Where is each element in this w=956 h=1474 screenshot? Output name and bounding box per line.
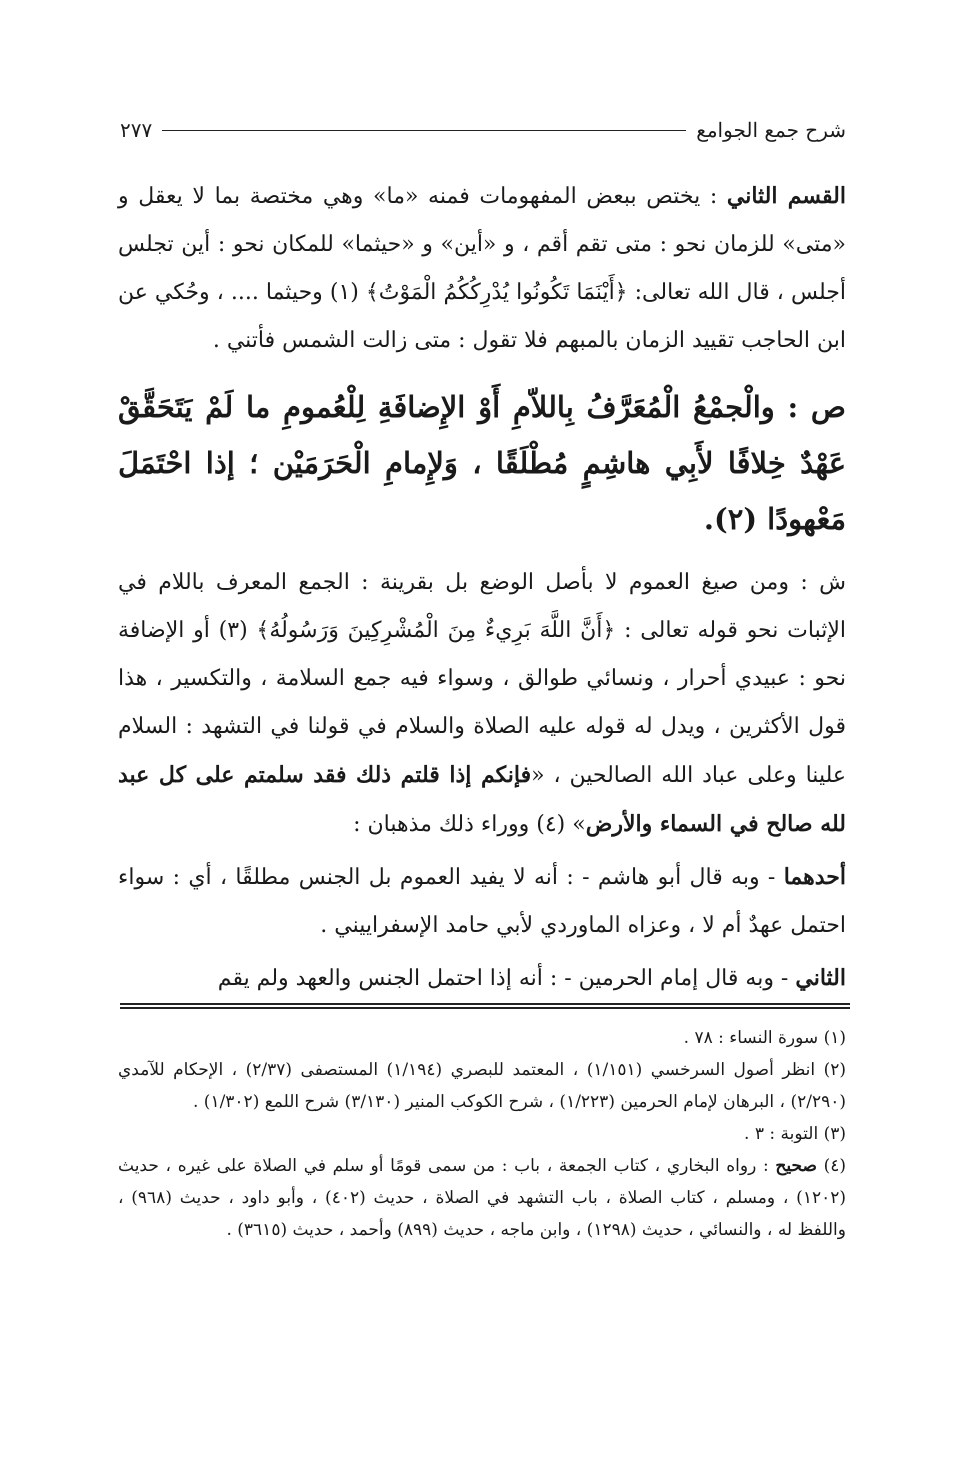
paragraph-text: : يختص ببعض المفهومات فمنه «ما» وهي مختصة بما لا يعقل و «متى» للزمان نحو : متى تقم أقم ، و «أين» و «حيثما» للمكان نحو : أين تجلس أجلس ، قال الله تعالى: ﴿أَيْنَمَا تَكُونُوا يُدْرِكُكُمُ الْمَوْتُ﴾ (١) وحيثما .... ، وحُكي عن ابن الحاجب تقييد الزمان بالمبهم فلا تقول : متى زالت الشمس فأتني .: [118, 184, 846, 353]
footnote-2: (٢) انظر أصول السرخسي (١/١٥١) ، المعتمد للبصري (١/١٩٤) المستصفى (٢/٣٧) ، الإحكام للآمدي (٢/٢٩٠) ، البرهان لإمام الحرمين (١/٢٢٣) ، شرح الكوكب المنير (٣/١٣٠) شرح اللمع (١/٣٠٢) .: [118, 1060, 847, 1112]
section-heading: القسم الثاني: [726, 183, 846, 209]
paragraph-second-view: [118, 954, 846, 1003]
commentary-tail: » (٤) ووراء ذلك مذهبان :: [353, 812, 586, 837]
first-view-text: - وبه قال أبو هاشم - : أنه لا يفيد العموم بل الجنس مطلقًا ، أي : سواء احتمل عهدٌ أم لا ، وعزاه الماوردي لأبي حامد الإسفراييني .: [118, 865, 846, 938]
commentary-text: ش : ومن صيغ العموم لا بأصل الوضع بل بقرينة : الجمع المعرف باللام في الإثبات نحو قوله تعالى : ﴿أَنَّ اللَّهَ بَرِيءٌ مِنَ الْمُشْرِكِينَ وَرَسُولُهُ﴾ (٣) أو الإضافة نحو : عبيدي أحرار ، ونسائي طوالق ، وسواء فيه جمع السلامة ، والتكسير ، هذا قول الأكثرين ، ويدل له قوله عليه الصلاة والسلام في قولنا في التشهد : السلام علينا وعلى عباد الله الصالحين ، «: [118, 570, 846, 788]
page-number: ٢٧٧: [120, 118, 153, 142]
second-view-heading: الثاني: [795, 965, 846, 991]
footnote-4-grade: صحيح: [775, 1156, 817, 1176]
hadith-quote: فإنكم إذا قلتم ذلك فقد سلمتم على كل عبد لله صالح في السماء والأرض: [118, 762, 846, 837]
first-view-heading: أحدهما: [783, 864, 846, 890]
header-rule: [162, 130, 686, 131]
book-title: شرح جمع الجوامع: [696, 118, 846, 142]
footnotes: [118, 1022, 846, 1246]
paragraph-first-view: [118, 853, 846, 950]
running-header: [120, 112, 846, 148]
footnote-4-number: (٤): [816, 1156, 847, 1176]
footnote-4-text: : رواه البخاري ، كتاب الجمعة ، باب : من سمى قومًا أو سلم في الصلاة على غيره ، حديث (١٢٠٢) ، ومسلم ، كتاب الصلاة ، باب التشهد في الصلاة ، حديث (٤٠٢) ، وأبو داود ، حديث (٩٦٨) ، واللفظ له ، والنسائي ، حديث (١٢٩٨) ، وابن ماجه ، حديث (٨٩٩) وأحمد ، حديث (٣٦١٥) .: [118, 1156, 846, 1240]
paragraph-commentary: [118, 559, 846, 849]
footnote-3: (٣) التوبة : ٣ .: [744, 1124, 846, 1144]
paragraph-section-two: [118, 172, 846, 365]
footnote-separator: [120, 1003, 850, 1009]
second-view-text: - وبه قال إمام الحرمين - : أنه إذا احتمل الجنس والعهد ولم يقم: [217, 966, 796, 991]
matn-text: ص : والْجمْعُ الْمُعَرَّفُ بِاللاّمِ أَوْ الإِضافَةِ لِلْعُمومِ ما لَمْ يَتَحَقَّقْ عَهْدٌ خِلافًا لأَبِي هاشِمٍ مُطْلَقًا ، وَلإِمامِ الْحَرَمَيْن ؛ إذا احْتَمَلَ مَعْهودًا (٢).: [118, 390, 846, 536]
footnote-4: [118, 1150, 846, 1246]
footnote-1: (١) سورة النساء : ٧٨ .: [683, 1028, 846, 1048]
main-text: [118, 172, 846, 1003]
